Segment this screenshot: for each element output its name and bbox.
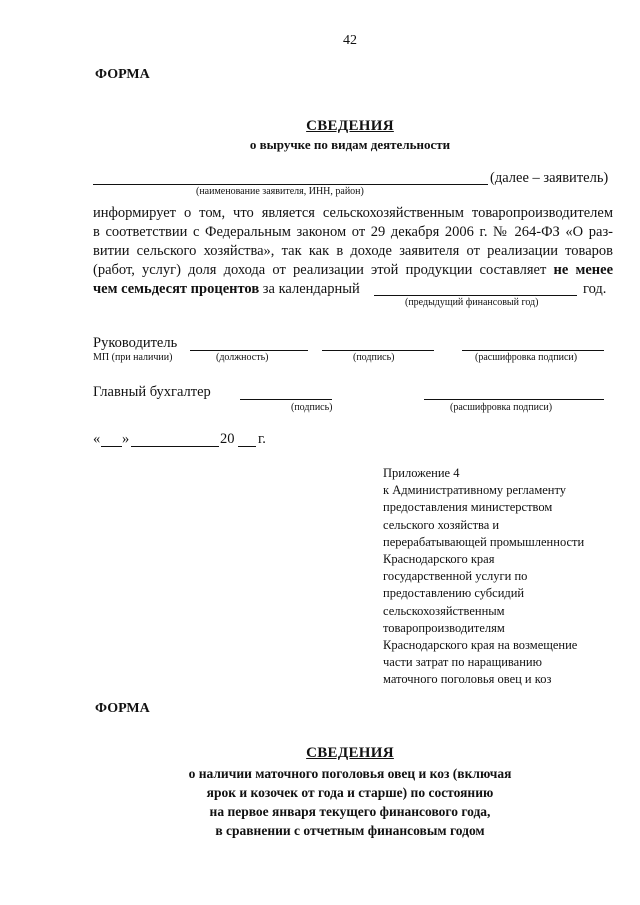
- date-year-line: [238, 446, 256, 447]
- appendix-line: государственной услуги по: [383, 569, 528, 584]
- decoding-caption: (расшифровка подписи): [475, 352, 578, 363]
- form2-subtitle-line: о наличии маточного поголовья овец и коз (включая: [188, 766, 512, 781]
- appendix-line: Краснодарского края: [383, 552, 495, 567]
- decoding-line: [462, 350, 604, 351]
- form2-subtitle-line: ярок и козочек от года и старше) по состоянию: [206, 785, 494, 800]
- form2-subtitle: [0, 764, 640, 840]
- body-line-4: [93, 262, 613, 279]
- applicant-line: [93, 184, 488, 185]
- year-line: [374, 295, 577, 296]
- year-suffix: год.: [583, 281, 607, 297]
- form2-subtitle-line: на первое января текущего финансового года,: [209, 804, 491, 819]
- signature-line: [322, 350, 434, 351]
- appendix-line: к Административному регламенту: [383, 483, 567, 498]
- head-label: Руководитель: [93, 335, 178, 351]
- position-line: [190, 350, 308, 351]
- acc-signature-caption: (подпись): [291, 402, 333, 413]
- body-line-3: витии сельского хозяйства», так как в доходе заявителя от реализации товаров: [93, 243, 613, 259]
- signature-caption: (подпись): [353, 352, 395, 363]
- body-line-5-bold: чем семьдесят процентов: [93, 281, 260, 297]
- appendix-line: товаропроизводителям: [383, 620, 505, 635]
- appendix-block: [383, 465, 613, 689]
- date-close: »: [122, 431, 130, 447]
- year-caption: (предыдущий финансовый год): [405, 297, 539, 308]
- appendix-line: предоставлению субсидий: [383, 586, 525, 601]
- acc-decoding-caption: (расшифровка подписи): [450, 402, 553, 413]
- form-title: СВЕДЕНИЯ: [306, 118, 394, 134]
- appendix-line: предоставления министерством: [383, 500, 553, 515]
- date-open: «: [93, 431, 101, 447]
- body-line-4-text: (работ, услуг) доля дохода от реализации этой продукции составляет: [93, 262, 547, 278]
- form2-label: ФОРМА: [95, 701, 150, 716]
- form-label: ФОРМА: [95, 67, 150, 82]
- appendix-line: Краснодарского края на возмещение: [383, 638, 578, 653]
- date-day-line: [101, 446, 122, 447]
- appendix-line: сельскохозяйственным: [383, 603, 505, 618]
- date-year-suffix: г.: [258, 431, 266, 447]
- acc-signature-line: [240, 399, 332, 400]
- appendix-line: Приложение 4: [383, 466, 460, 480]
- form2-title: СВЕДЕНИЯ: [306, 745, 394, 761]
- appendix-line: части затрат по наращиванию: [383, 655, 542, 670]
- date-month-line: [131, 446, 219, 447]
- form-subtitle: о выручке по видам деятельности: [249, 137, 451, 152]
- applicant-suffix: (далее – заявитель): [490, 170, 609, 186]
- body-line-5: [93, 281, 360, 298]
- form2-subtitle-line: в сравнении с отчетным финансовым годом: [215, 823, 485, 838]
- page-number: 42: [343, 33, 357, 48]
- mp-caption: МП (при наличии): [93, 352, 173, 363]
- appendix-line: перерабатывающей промышленности: [383, 534, 585, 549]
- acc-decoding-line: [424, 399, 604, 400]
- body-line-5-text: за календарный: [262, 281, 360, 297]
- body-line-1: информирует о том, что является сельскохозяйственным товаропроизводителем: [93, 205, 613, 221]
- position-caption: (должность): [216, 352, 269, 363]
- body-line-4-bold: не менее: [553, 262, 614, 278]
- accountant-label: Главный бухгалтер: [93, 384, 211, 400]
- appendix-line: сельского хозяйства и: [383, 517, 500, 532]
- date-year-prefix: 20: [220, 431, 235, 447]
- body-line-2: в соответствии с Федеральным законом от 29 декабря 2006 г. № 264-ФЗ «О раз-: [93, 224, 613, 240]
- appendix-line: маточного поголовья овец и коз: [383, 672, 552, 687]
- applicant-caption: (наименование заявителя, ИНН, район): [196, 186, 364, 197]
